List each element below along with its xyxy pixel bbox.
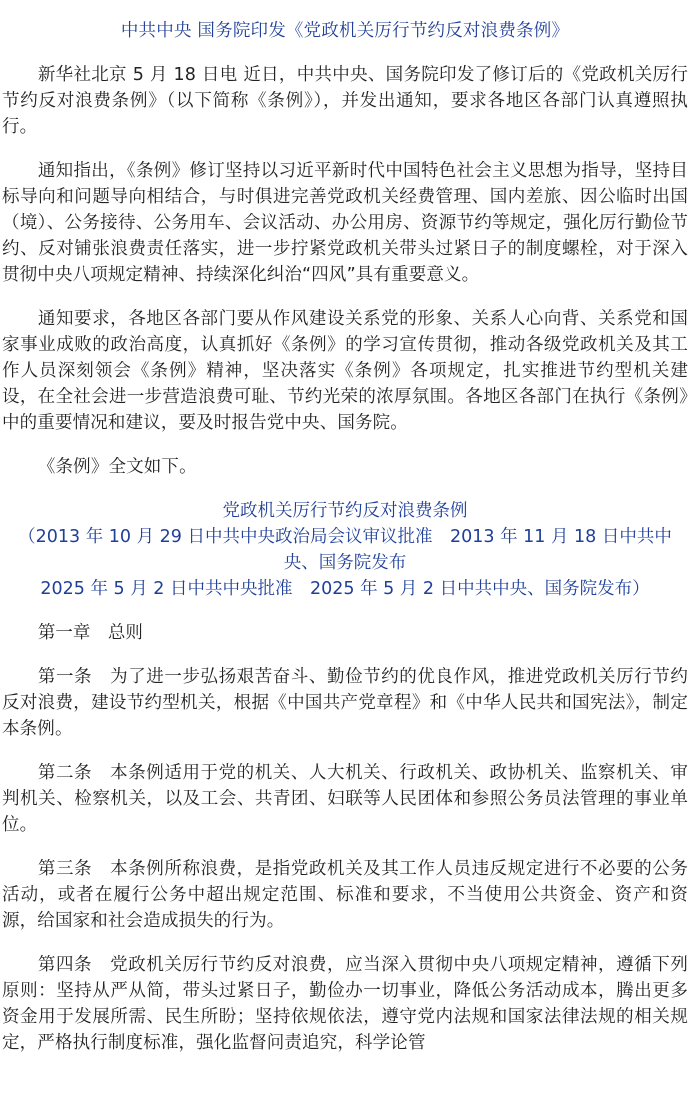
regulation-meta-line-2: 2025 年 5 月 2 日中共中央批准 2025 年 5 月 2 日中共中央、国务院发布） — [40, 579, 650, 599]
regulation-title: 党政机关厉行节约反对浪费条例 — [222, 501, 468, 521]
chapter-heading: 第一章 总则 — [37, 623, 143, 643]
regulation-meta-line-1: （2013 年 10 月 29 日中共中央政治局会议审议批准 2013 年 11 月 18 日中共中央、国务院发布 — [18, 527, 672, 573]
article-paragraph-3: 通知要求，各地区各部门要从作风建设关系党的形象、关系人心向背、关系党和国家事业成败的政治高度，认真抓好《条例》的学习宣传贯彻，推动各级党政机关及其工作人员深刻领会《条例》精神，坚决落实《条例》各项规定，扎实推进节约型机关建设，在全社会进一步营造浪费可耻、节约光荣的浓厚氛围。各地区各部门在执行《条例》中的重要情况和建议，要及时报告党中央、国务院。 — [2, 309, 688, 433]
article-body — [2, 18, 688, 1056]
article-paragraph-2: 通知指出，《条例》修订坚持以习近平新时代中国特色社会主义思想为指导，坚持目标导向和问题导向相结合，与时俱进完善党政机关经费管理、国内差旅、因公临时出国（境）、公务接待、公务用车、会议活动、办公用房、资源节约等规定，强化厉行勤俭节约、反对铺张浪费责任落实，进一步拧紧党政机关带头过紧日子的制度螺栓，对于深入贯彻中央八项规定精神、持续深化纠治“四风”具有重要意义。 — [2, 161, 688, 285]
regulation-article-2: 第二条 本条例适用于党的机关、人大机关、行政机关、政协机关、监察机关、审判机关、检察机关，以及工会、共青团、妇联等人民团体和参照公务员法管理的事业单位。 — [2, 763, 688, 835]
regulation-article-4: 第四条 党政机关厉行节约反对浪费，应当深入贯彻中央八项规定精神，遵循下列原则：坚持从严从简，带头过紧日子，勤俭办一切事业，降低公务活动成本，腾出更多资金用于发展所需、民生所盼；坚持依规依法，遵守党内法规和国家法律法规的相关规定，严格执行制度标准，强化监督问责追究，科学论管 — [2, 955, 688, 1053]
article-paragraph-4: 《条例》全文如下。 — [37, 457, 197, 477]
article-paragraph-1: 新华社北京 5 月 18 日电 近日，中共中央、国务院印发了修订后的《党政机关厉行节约反对浪费条例》（以下简称《条例》），并发出通知，要求各地区各部门认真遵照执行。 — [2, 65, 688, 137]
article-headline: 中共中央 国务院印发《党政机关厉行节约反对浪费条例》 — [120, 21, 570, 41]
regulation-article-3: 第三条 本条例所称浪费，是指党政机关及其工作人员违反规定进行不必要的公务活动，或者在履行公务中超出规定范围、标准和要求，不当使用公共资金、资产和资源，给国家和社会造成损失的行为。 — [2, 859, 688, 931]
regulation-article-1: 第一条 为了进一步弘扬艰苦奋斗、勤俭节约的优良作风，推进党政机关厉行节约反对浪费，建设节约型机关，根据《中国共产党章程》和《中华人民共和国宪法》，制定本条例。 — [2, 667, 688, 739]
